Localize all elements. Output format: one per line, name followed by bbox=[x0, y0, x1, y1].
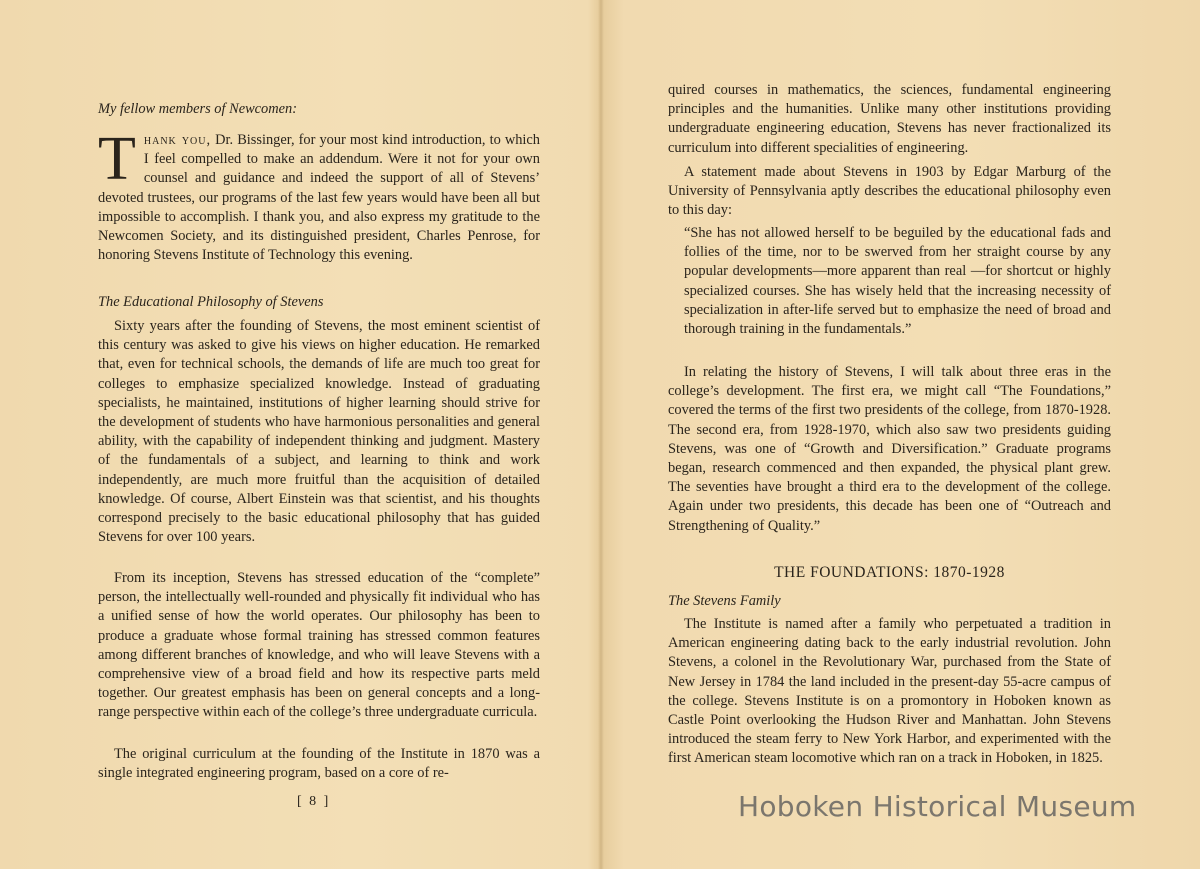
section-title-foundations: THE FOUNDATIONS: 1870-1928 bbox=[774, 564, 1005, 581]
museum-watermark: Hoboken Historical Museum bbox=[738, 790, 1137, 823]
section-subhead-philosophy: The Educational Philosophy of Stevens bbox=[98, 294, 324, 310]
paragraph-stevens-family: The Institute is named after a family who perpetuated a tradition in American engineering dating back to the early industrial revolution. John Stevens, a colonel in the Revolutionary War, purchased from the State of New Jersey in 1784 the land included in the present-day 55-acre campus of the college. Stevens Institute is on a promontory in Hoboken known as Castle Point overlooking the Hudson River and Manhattan. John Stevens introduced the steam ferry to New York Harbor, and experimented with the first American steam locomotive which ran on a track in Hoboken, in 1825. bbox=[668, 616, 1111, 767]
drop-cap: T bbox=[98, 125, 136, 193]
intro-text: Dr. Bissinger, for your most kind introduction, to which I feel compelled to make an addendum. Were it not for your own counsel and guidance and indeed the support of all of Stevens’ devoted trustees, our programs of the last few years would have been all but impossible to accomplish. I thank you, and also express my gratitude to the Newcomen Society, and its distinguished president, Charles Penrose, for honoring Stevens Institute of Technology this evening. bbox=[98, 132, 541, 264]
section-subhead-stevens-family: The Stevens Family bbox=[668, 593, 781, 609]
paragraph-original-curriculum: The original curriculum at the founding of the Institute in 1870 was a single integrated engineering program, based on a core of re- bbox=[98, 746, 540, 782]
marburg-quote: “She has not allowed herself to be beguiled by the educational fads and follies of the time, nor to be swerved from her straight course by any popular developments—more apparent than real —for shortcut or highly specialized courses. She has wisely held that the increasing necessity of specialization in after-life served but to emphasize the need of broad and thorough training in the fundamentals.” bbox=[684, 225, 1111, 338]
salutation: My fellow members of Newcomen: bbox=[98, 101, 298, 117]
book-gutter bbox=[598, 0, 604, 869]
paragraph-einstein: Sixty years after the founding of Stevens, the most eminent scientist of this century was asked to give his views on higher education. He remarked that, even for technical schools, the demands of life are much too great for colleges to emphasize specialized knowledge. Instead of graduating specialists, he maintained, institutions of higher learning should strive for the development of students who have harmonious personalities and general ability, with the capability of independent thinking and judgment. Mastery of the fundamentals of a subject, and learning to think and work independently, are much more fruitful than the acquisition of detailed knowledge. Of course, Albert Einstein was that scientist, and his thoughts correspond precisely to the basic educational philosophy that has guided Stevens for over 100 years. bbox=[98, 318, 540, 546]
paragraph-complete-person: From its inception, Stevens has stressed education of the “complete” person, the intellectually well-rounded and physically fit individual who has a unified sense of how the world operates. Our philosophy has been to produce a graduate whose formal training has stressed common features among different branches of knowledge, and who will leave Stevens with a comprehensive view of a broad field and how its respective parts meld together. Our greatest emphasis has been on general concepts and a long-range perspective within each of the college’s three undergraduate curricula. bbox=[98, 570, 540, 721]
paragraph-three-eras: In relating the history of Stevens, I will talk about three eras in the college’s development. The first era, we might call “The Foundations,” covered the terms of the first two presidents of the college, from 1870-1928. The second era, from 1928-1970, which also saw two presidents guiding Stevens, was one of “Growth and Diversification.” Graduate programs began, research commenced and then expanded, the physical plant grew. The seventies have brought a third era to the development of the college. Again under two presidents, this decade has been one of “Outreach and Strengthening of Quality.” bbox=[668, 364, 1111, 534]
intro-paragraph bbox=[98, 125, 541, 265]
intro-smallcaps: hank you, bbox=[143, 132, 212, 148]
page-number-left: [ 8 ] bbox=[297, 794, 331, 809]
paragraph-marburg: A statement made about Stevens in 1903 by Edgar Marburg of the University of Pennsylvania aptly describes the educational philosophy even to this day: bbox=[668, 164, 1111, 219]
paragraph-curriculum-continued: quired courses in mathematics, the sciences, fundamental engineering principles and the humanities. Unlike many other institutions providing undergraduate engineering education, Stevens has never fractionalized its curriculum into different specialities of engineering. bbox=[668, 82, 1111, 156]
